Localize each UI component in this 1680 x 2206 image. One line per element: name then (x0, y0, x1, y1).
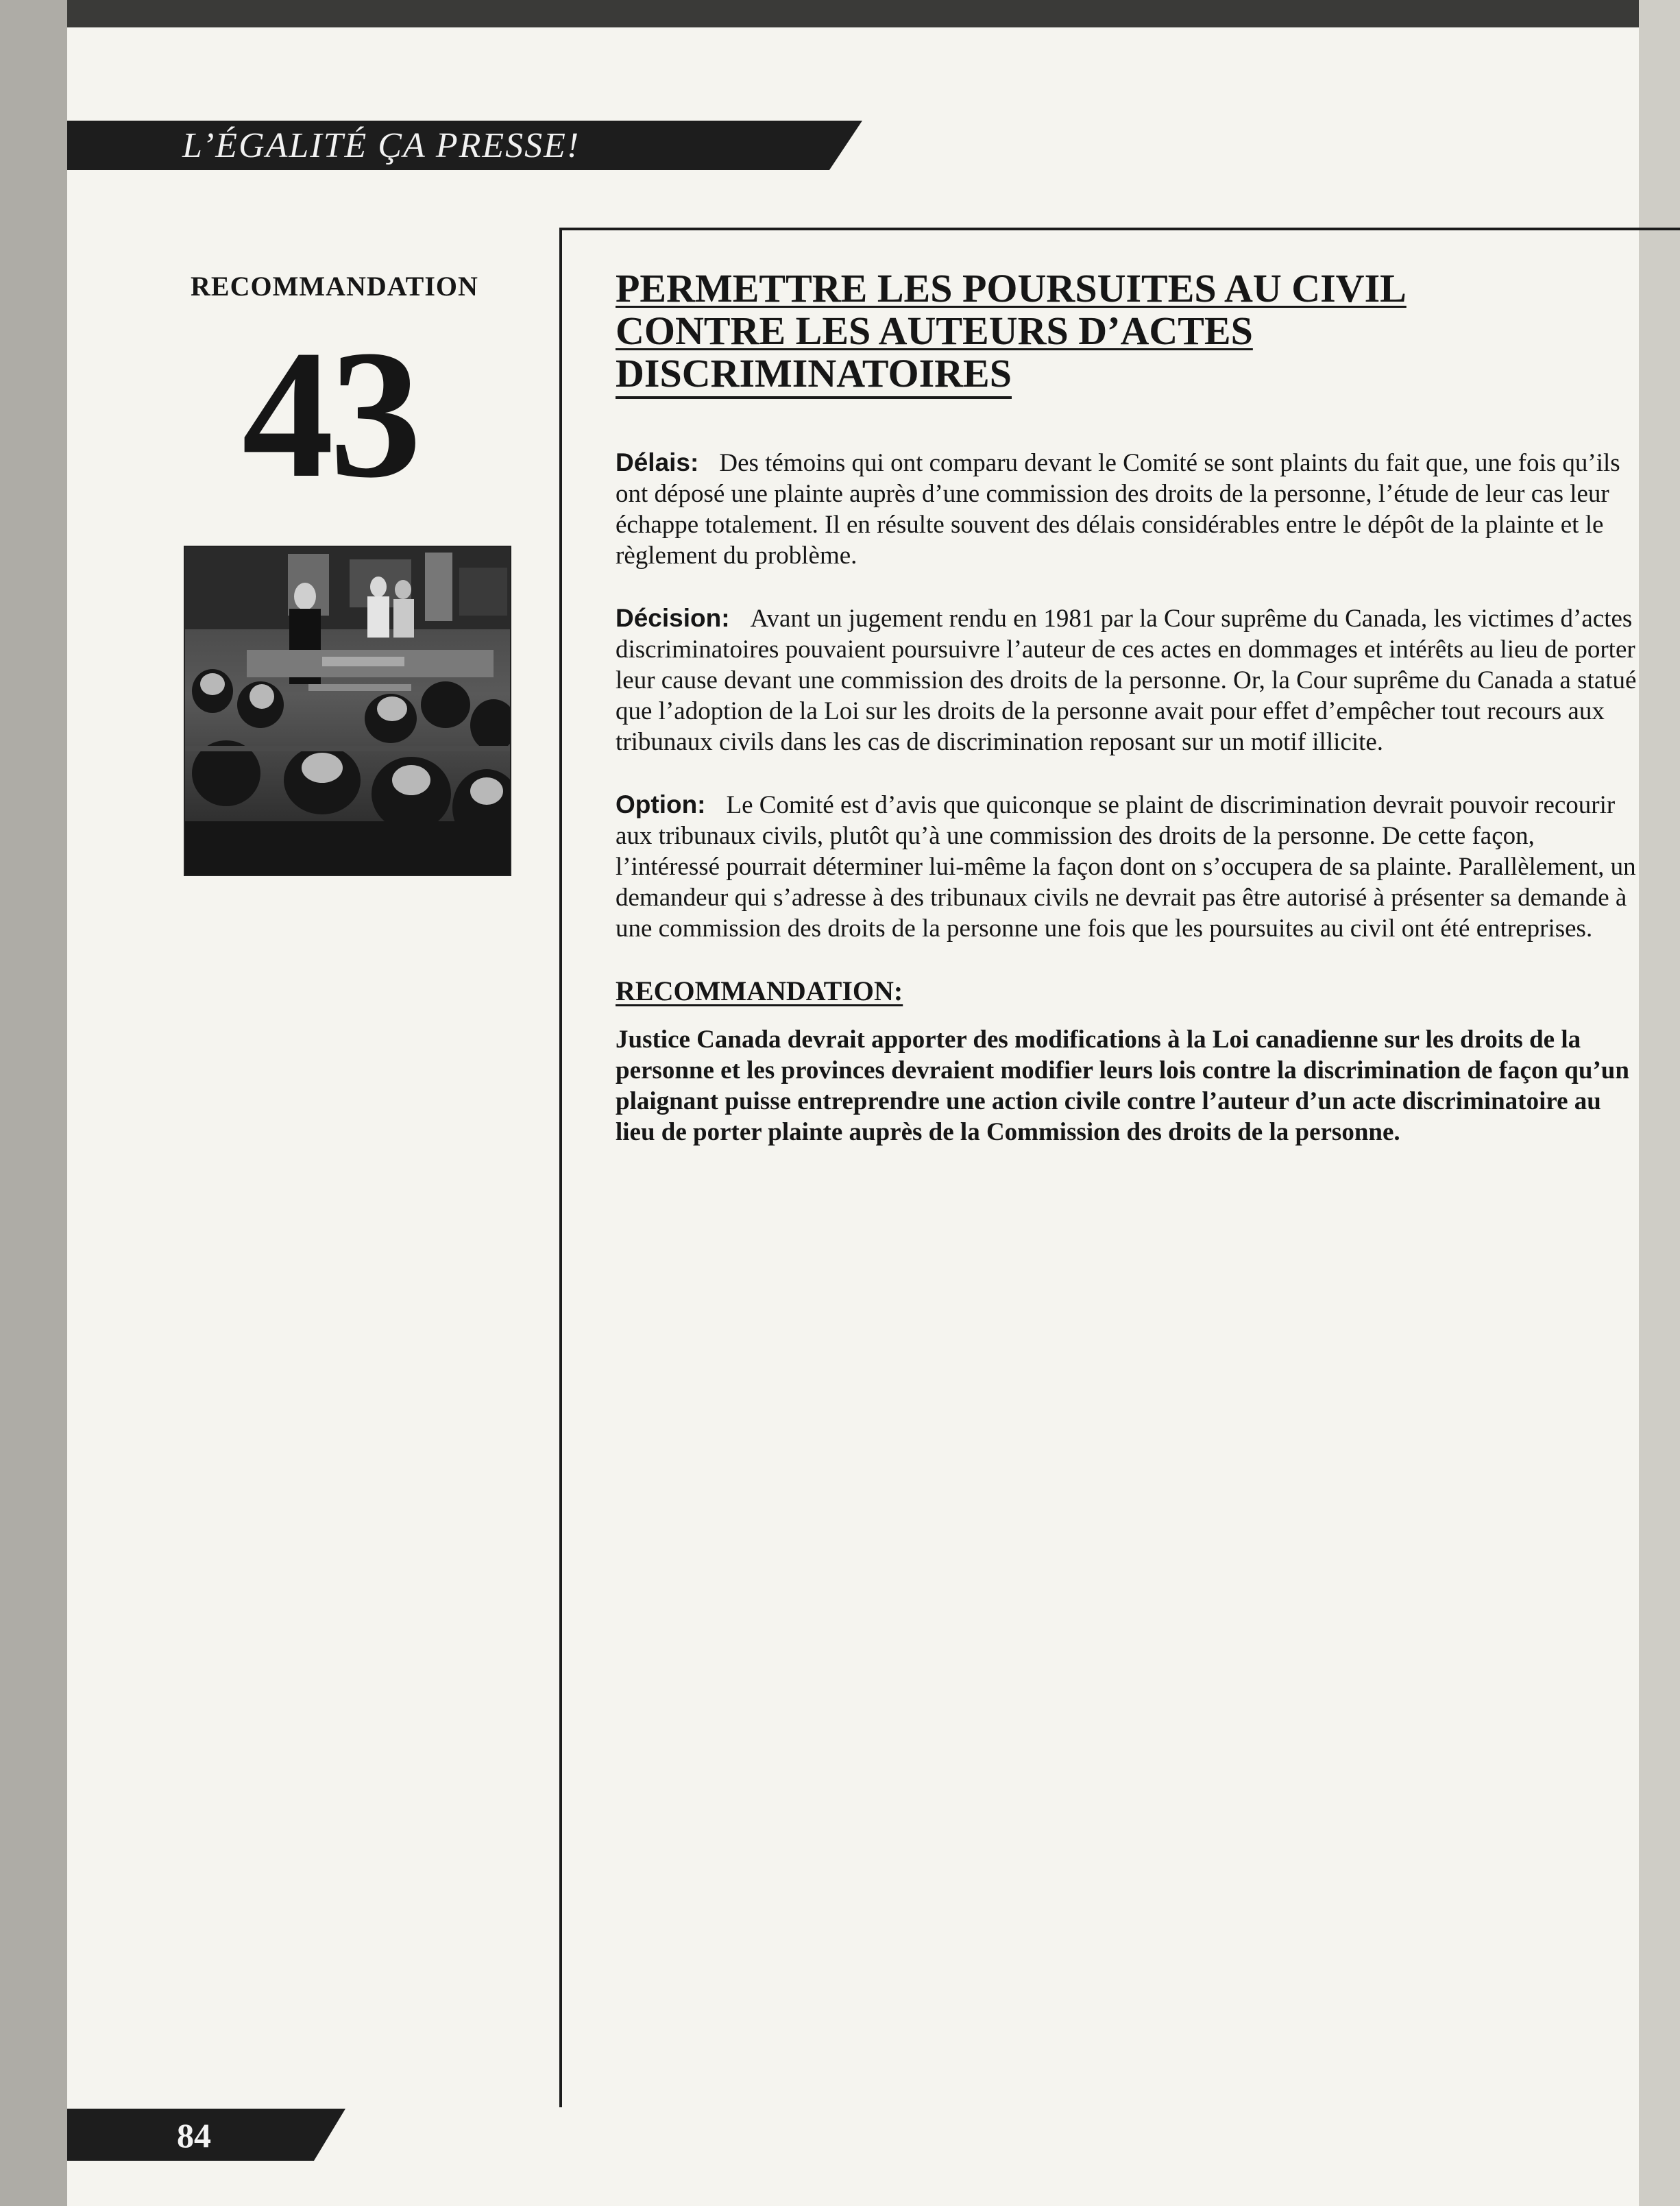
section-text: Avant un jugement rendu en 1981 par la Cour suprême du Canada, les victimes d’actes discriminatoires pouvaient poursuivre l’auteur de ces actes en dommages et intérêts au lieu de porter leur cause devant une commission des droits de la personne. Or, la Cour suprême du Canada a statué que l’adoption de la Loi sur les droits de la personne avait pour effet d’empêcher tout recours aux tribunaux civils dans les cas de discrimination reposant sur un motif illicite. (616, 605, 1637, 756)
recommendation-heading: RECOMMANDATION: (616, 975, 903, 1006)
section-delais (616, 447, 1637, 571)
recommendation-text: Justice Canada devrait apporter des modifications à la Loi canadienne sur les droits de la personne et les provinces devraient modifier leurs lois contre la discrimination de façon qu’un plaignant puisse entreprendre une action civile contre l’auteur d’un acte discriminatoire au lieu de porter plainte auprès de la Commission des droits de la personne. (616, 1026, 1629, 1146)
vertical-rule (559, 228, 562, 2107)
page-number: 84 (177, 2116, 211, 2155)
section-lead: Décision: (616, 604, 730, 632)
recommendation-number: 43 (242, 312, 417, 516)
article-title-line: CONTRE LES AUTEURS D’ACTES (616, 308, 1253, 353)
article-body (616, 267, 1637, 1148)
running-header-title: L’ÉGALITÉ ÇA PRESSE! (182, 126, 581, 165)
section-text: Des témoins qui ont comparu devant le Comité se sont plaints du fait que, une fois qu’ils ont déposé une plainte auprès d’une commission des droits de la personne, l’étude de leur cas leur échappe totalement. Il en résulte souvent des délais considérables entre le dépôt de la plainte et le règlement du problème. (616, 449, 1620, 570)
page (67, 27, 1639, 2206)
section-lead: Délais: (616, 448, 699, 476)
article-title-line: DISCRIMINATOIRES (616, 352, 1012, 399)
scan-edge-right (1639, 0, 1680, 2206)
article-title-line: PERMETTRE LES POURSUITES AU CIVIL (616, 266, 1407, 311)
courtroom-photo-image (185, 547, 510, 875)
courtroom-photo (184, 546, 511, 876)
section-text: Le Comité est d’avis que quiconque se plaint de discrimination devrait pouvoir recourir aux tribunaux civils, plutôt qu’à une commission des droits de la personne. De cette façon, l’intéressé pourrait déterminer lui-même la façon dont on s’occupera de sa plainte. Parallèlement, un demandeur qui s’adresse à des tribunaux civils ne devrait pas être autorisé à présenter sa demande à une commission des droits de la personne une fois que les poursuites au civil ont été entreprises. (616, 791, 1636, 943)
section-decision (616, 603, 1637, 757)
section-lead: Option: (616, 790, 706, 819)
article-title (616, 267, 1637, 399)
recommendation-label: RECOMMANDATION (191, 271, 478, 302)
horizontal-rule (561, 228, 1680, 230)
scan-edge-top (0, 0, 1680, 27)
section-option (616, 789, 1637, 944)
scan-edge-left (0, 0, 67, 2206)
